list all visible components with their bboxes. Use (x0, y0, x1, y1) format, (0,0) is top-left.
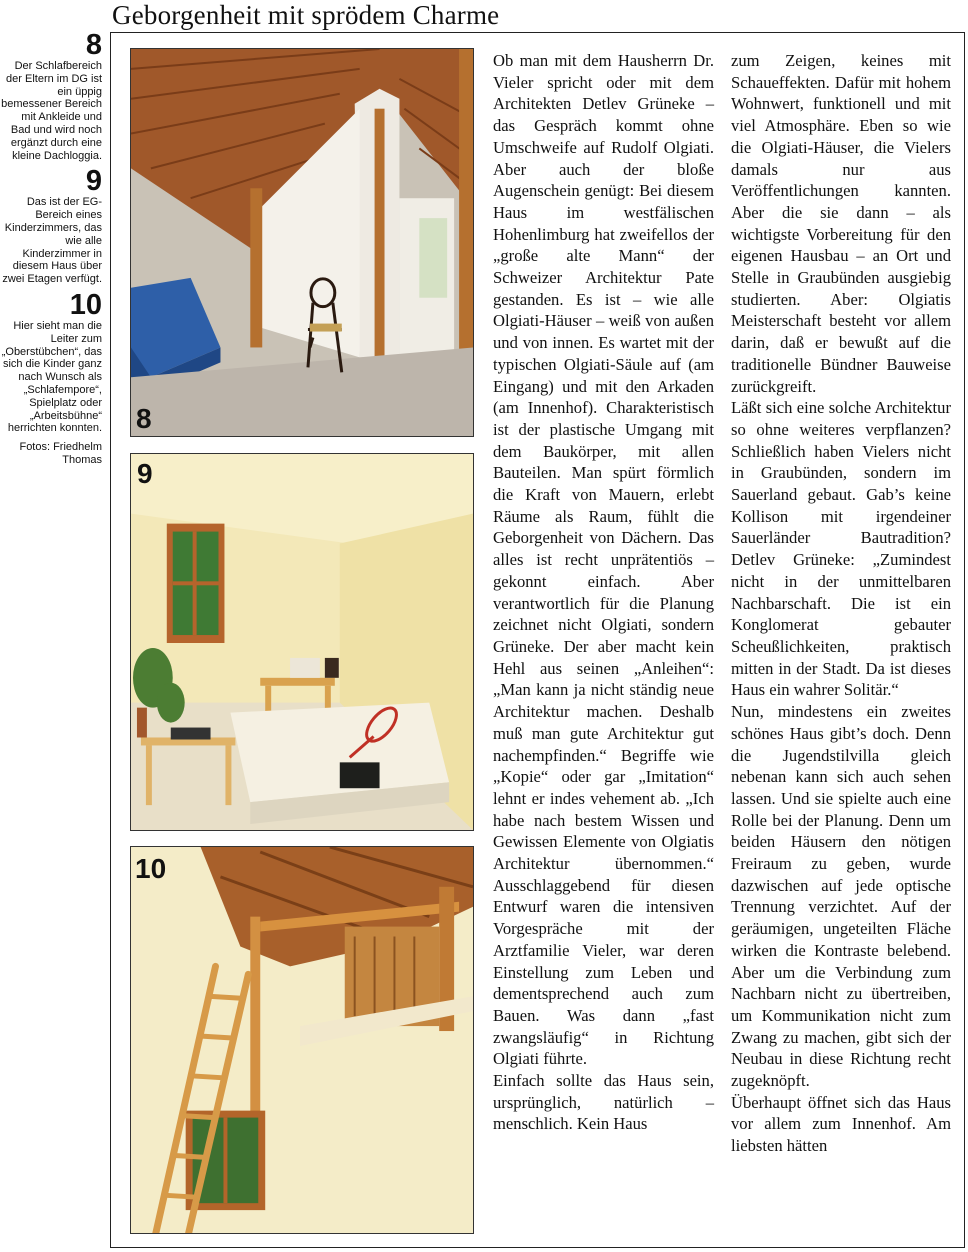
caption-number-9: 9 (85, 165, 102, 198)
photo-ladder-loft (130, 846, 474, 1234)
column-1-paragraph: Ob man mit dem Hausherrn Dr. Vieler spricht oder mit dem Architekten Detlev Grüneke – das Gespräch kommt ohne Umschweife auf Rudolf Olgiati. Aber auch der bloße Augenschein genügt: Bei diesem Haus im westfälischen Hohenlimburg hat zweifellos der „große alte Mann“ der Schweizer Architektur Pate gestanden. Es ist – wie alle Olgiati-Häuser – weiß von außen und von innen. Es wartet mit der typischen Olgiati-Säule auf (am Eingang) und mit den Arkaden (am Innenhof). Charakteristisch ist der plastische Umgang mit dem Baukörper, mit allen Bauteilen. Man spürt förmlich die Kraft von Mauern, erlebt Räume als Raum, fühlt die Geborgenheit von Dächern. Das alles ist recht unprätentiös – gekonnt einfach. Aber verantwortlich für die Planung zeichnet nicht Olgiati, sondern Grüneke. Der aber macht kein Hehl aus seinen „Anleihen“: „Man kann ja nicht ständig neue Architektur machen. Deshalb muß man gute Architektur gut nachempfinden.“ Begriffe wie „Kopie“ oder gar „Imitation“ lehnt er indes vehement ab. „Ich habe nach bestem Wissen und Gewissen Elemente von Olgiatis Architektur übernommen.“ Ausschlaggebend für diesen Entwurf waren die intensiven Vorgespräche mit der Arztfamilie Vieler, war deren Einstellung zum Leben und dementsprechend auch zum Bauen. Was dann „fast zwangsläufig“ in Richtung Olgiati führte. (493, 51, 714, 1069)
column-1-paragraph: Einfach sollte das Haus sein, ursprünglich, natürlich – menschlich. Kein Haus (493, 1071, 714, 1134)
photo-8-number: 8 (136, 403, 152, 434)
column-2-paragraph: Nun, mindestens ein zweites schönes Haus gibt’s doch. Denn die Jugendstilvilla gleich nebenan kann sich auch sehen lassen. Und sie spielte auch eine Rolle bei der Planung. Denn um beiden Häusern den nötigen Freiraum zu geben, wurde dazwischen auf jede optische Trennung verzichtet. Auf der geräumigen, ungeteilten Fläche wirken die Kontraste belebend. Aber um die Verbindung zum Nachbarn nicht zu übertreiben, um Kommunikation nicht zum Zwang zu machen, gibt sich der Neubau in diese Richtung recht zugeknöpft. (731, 702, 951, 1091)
caption-number-10: 10 (69, 288, 102, 321)
page-title: Geborgenheit mit sprödem Charme (112, 0, 500, 30)
article-column-2 (731, 50, 951, 1157)
photo-children-room (130, 453, 474, 831)
photo-10-illustration (131, 847, 473, 1233)
photo-credit: Fotos: Friedhelm Thomas (19, 441, 102, 466)
photo-9-number: 9 (137, 458, 153, 489)
photo-8-illustration (131, 49, 473, 436)
article-column-1 (493, 50, 714, 1135)
column-2-paragraph: Läßt sich eine solche Architektur so ohne weiteres verpflanzen? Schließlich haben Vielers nicht in Graubünden, sondern im Sauerland gebaut. Gab’s keine Kollison mit irgendeiner Sauerländer Bautradition? Detlev Grüneke: „Zumindest nicht in der unmittelbaren Nachbarschaft. Die ist ein Konglomerat gebauter Scheußlichkeiten, praktisch mitten in der Stadt. Da ist dieses Haus ein wahrer Solitär.“ (731, 398, 951, 700)
caption-text-8: Der Schlafbereich der Eltern im DG ist ein üppig bemessener Bereich mit Ankleide und Bad und wird noch ergänzt durch eine kleine Dachloggia. (1, 60, 102, 162)
column-2-paragraph: zum Zeigen, keines mit Schaueffekten. Dafür mit hohem Wohnwert, funktionell und mit viel Atmosphäre. Eben so wie die Olgiati-Häuser, die Vielers damals nur aus Veröffentlichungen kannten. Aber die sie dann – als wichtigste Vorbereitung für den eigenen Hausbau – an Ort und Stelle in Graubünden ausgiebig studierten. Aber: Olgiatis Meisterschaft besteht vor allem darin, daß er bewußt auf die traditionelle Bündner Bauweise zurückgreift. (731, 51, 951, 396)
caption-sidebar (0, 30, 102, 467)
caption-text-10: Hier sieht man die Leiter zum „Oberstübchen“, das sich die Kinder ganz nach Wunsch als „Schlafempore“, Spielplatz oder „Arbeitsbühne“ herrichten konnten. (1, 319, 102, 435)
photo-10-number: 10 (135, 853, 167, 884)
column-2-paragraph: Überhaupt öffnet sich das Haus vor allem zum Innenhof. Am liebsten hätten (731, 1092, 951, 1156)
caption-text-9: Das ist der EG-Bereich eines Kinderzimmers, das wie alle Kinderzimmer in diesem Haus über zwei Etagen verfügt. (2, 196, 102, 286)
photo-attic-bedroom (130, 48, 474, 437)
caption-number-8: 8 (85, 29, 102, 61)
photo-9-illustration (131, 454, 473, 830)
